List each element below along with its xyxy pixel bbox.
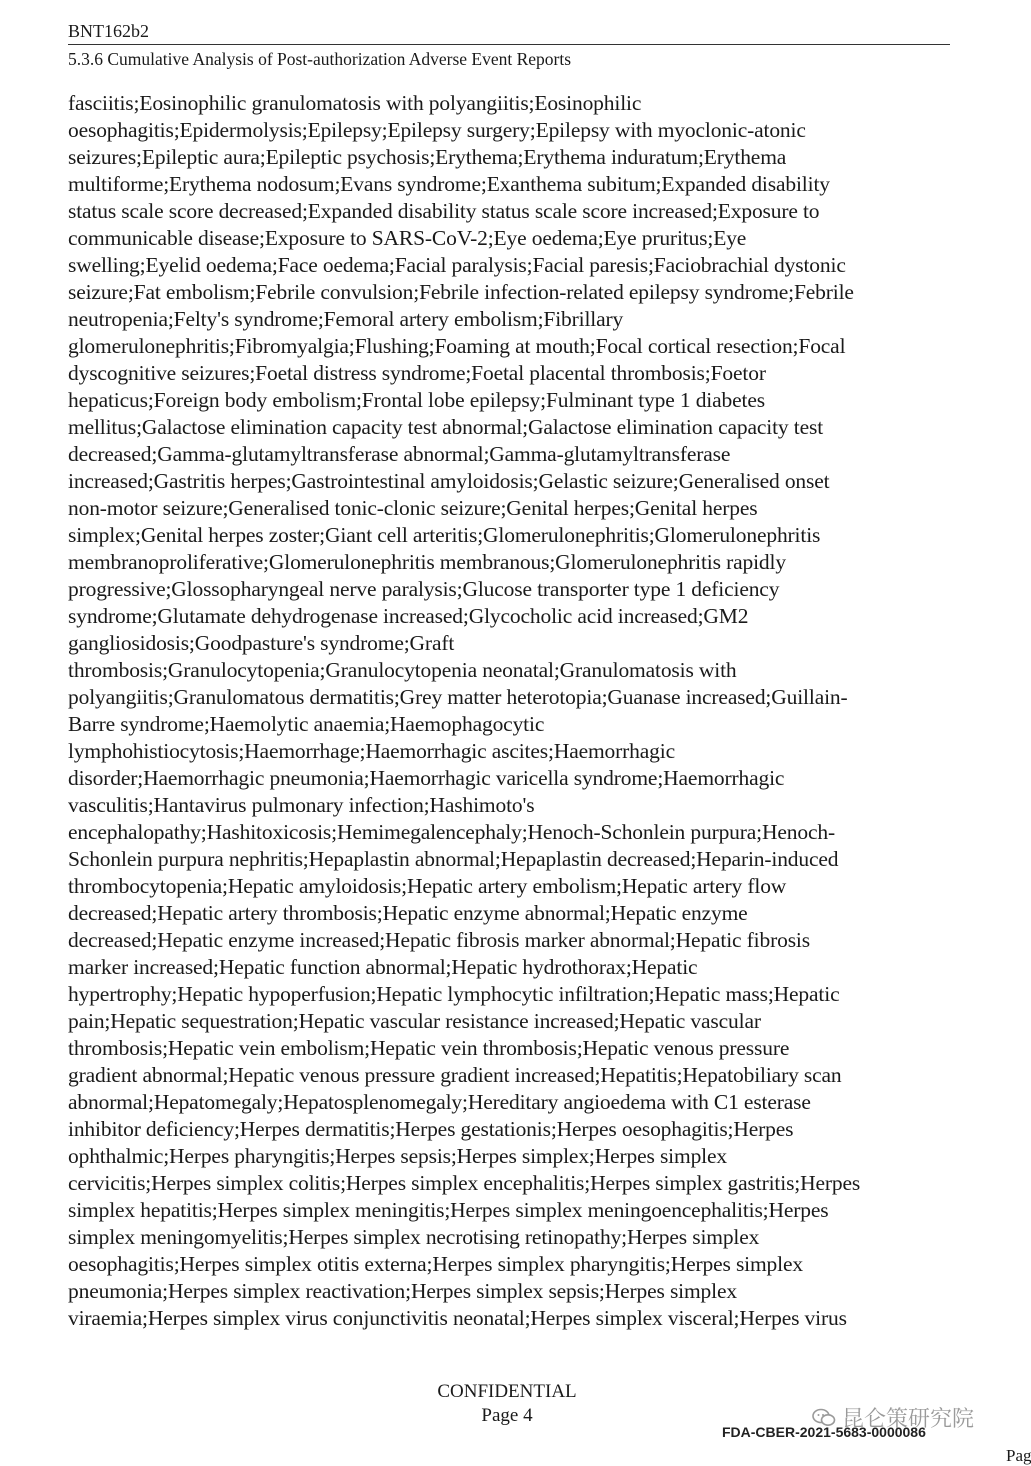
document-title: BNT162b2: [68, 21, 149, 41]
body-line: simplex;Genital herpes zoster;Giant cell arteritis;Glomerulonephritis;Glomerulonephritis: [68, 523, 821, 547]
body-line: hypertrophy;Hepatic hypoperfusion;Hepatic lymphocytic infiltration;Hepatic mass;Hepatic: [68, 982, 840, 1006]
watermark-text: 昆仑策研究院: [842, 1407, 975, 1432]
body-line: vasculitis;Hantavirus pulmonary infection;Hashimoto's: [68, 793, 535, 817]
body-line: thrombosis;Granulocytopenia;Granulocytopenia neonatal;Granulomatosis with: [68, 658, 737, 682]
body-line: thrombocytopenia;Hepatic amyloidosis;Hepatic artery embolism;Hepatic artery flow: [68, 874, 787, 898]
body-line: glomerulonephritis;Fibromyalgia;Flushing;Foaming at mouth;Focal cortical resection;Focal: [68, 334, 846, 358]
body-line: marker increased;Hepatic function abnormal;Hepatic hydrothorax;Hepatic: [68, 955, 698, 979]
body-line: inhibitor deficiency;Herpes dermatitis;Herpes gestationis;Herpes oesophagitis;Herpes: [68, 1117, 794, 1141]
body-line: neutropenia;Felty's syndrome;Femoral artery embolism;Fibrillary: [68, 307, 624, 331]
page-header: [68, 20, 950, 70]
adverse-event-terms: [68, 90, 958, 1332]
body-line: swelling;Eyelid oedema;Face oedema;Facial paralysis;Facial paresis;Faciobrachial dystonic: [68, 253, 846, 277]
body-line: gradient abnormal;Hepatic venous pressure gradient increased;Hepatitis;Hepatobiliary scan: [68, 1063, 842, 1087]
body-line: disorder;Haemorrhagic pneumonia;Haemorrhagic varicella syndrome;Haemorrhagic: [68, 766, 785, 790]
header-rule: [68, 44, 950, 45]
body-line: cervicitis;Herpes simplex colitis;Herpes simplex encephalitis;Herpes simplex gastritis;Herpes: [68, 1171, 861, 1195]
body-line: gangliosidosis;Goodpasture's syndrome;Graft: [68, 631, 455, 655]
body-line: non-motor seizure;Generalised tonic-clonic seizure;Genital herpes;Genital herpes: [68, 496, 758, 520]
body-line: lymphohistiocytosis;Haemorrhage;Haemorrhagic ascites;Haemorrhagic: [68, 739, 675, 763]
body-line: thrombosis;Hepatic vein embolism;Hepatic vein thrombosis;Hepatic venous pressure: [68, 1036, 790, 1060]
body-line: multiforme;Erythema nodosum;Evans syndrome;Exanthema subitum;Expanded disability: [68, 172, 830, 196]
body-line: ophthalmic;Herpes pharyngitis;Herpes sepsis;Herpes simplex;Herpes simplex: [68, 1144, 727, 1168]
body-line: status scale score decreased;Expanded disability status scale score increased;Exposure to: [68, 199, 820, 223]
body-line: syndrome;Glutamate dehydrogenase increased;Glycocholic acid increased;GM2: [68, 604, 749, 628]
body-line: progressive;Glossopharyngeal nerve paralysis;Glucose transporter type 1 deficiency: [68, 577, 780, 601]
corner-page-fragment: Pag: [1006, 1446, 1031, 1465]
body-line: viraemia;Herpes simplex virus conjunctivitis neonatal;Herpes simplex visceral;Herpes virus: [68, 1306, 847, 1330]
body-line: polyangiitis;Granulomatous dermatitis;Grey matter heterotopia;Guanase increased;Guillain-: [68, 685, 848, 709]
body-line: oesophagitis;Epidermolysis;Epilepsy;Epilepsy surgery;Epilepsy with myoclonic-atonic: [68, 118, 806, 142]
body-line: Schonlein purpura nephritis;Hepaplastin abnormal;Hepaplastin decreased;Heparin-induced: [68, 847, 839, 871]
body-line: seizures;Epileptic aura;Epileptic psychosis;Erythema;Erythema induratum;Erythema: [68, 145, 787, 169]
body-line: Barre syndrome;Haemolytic anaemia;Haemophagocytic: [68, 712, 545, 736]
page-number: Page 4: [481, 1405, 533, 1426]
body-line: membranoproliferative;Glomerulonephritis membranous;Glomerulonephritis rapidly: [68, 550, 786, 574]
body-line: communicable disease;Exposure to SARS-CoV-2;Eye oedema;Eye pruritus;Eye: [68, 226, 747, 250]
section-title: 5.3.6 Cumulative Analysis of Post-authorization Adverse Event Reports: [68, 49, 572, 69]
body-line: decreased;Gamma-glutamyltransferase abnormal;Gamma-glutamyltransferase: [68, 442, 731, 466]
body-line: increased;Gastritis herpes;Gastrointestinal amyloidosis;Gelastic seizure;Generalised onset: [68, 469, 830, 493]
body-line: mellitus;Galactose elimination capacity test abnormal;Galactose elimination capacity test: [68, 415, 824, 439]
bates-stamp: FDA-CBER-2021-5683-0000086: [722, 1424, 926, 1440]
body-line: pain;Hepatic sequestration;Hepatic vascular resistance increased;Hepatic vascular: [68, 1009, 761, 1033]
body-line: simplex hepatitis;Herpes simplex meningitis;Herpes simplex meningoencephalitis;Herpes: [68, 1198, 829, 1222]
body-line: oesophagitis;Herpes simplex otitis externa;Herpes simplex pharyngitis;Herpes simplex: [68, 1252, 803, 1276]
body-line: simplex meningomyelitis;Herpes simplex necrotising retinopathy;Herpes simplex: [68, 1225, 760, 1249]
body-line: abnormal;Hepatomegaly;Hepatosplenomegaly;Hereditary angioedema with C1 esterase: [68, 1090, 811, 1114]
body-line: dyscognitive seizures;Foetal distress syndrome;Foetal placental thrombosis;Foetor: [68, 361, 766, 385]
body-line: decreased;Hepatic enzyme increased;Hepatic fibrosis marker abnormal;Hepatic fibrosis: [68, 928, 810, 952]
body-line: seizure;Fat embolism;Febrile convulsion;Febrile infection-related epilepsy syndrome;Febrile: [68, 280, 854, 304]
body-line: decreased;Hepatic artery thrombosis;Hepatic enzyme abnormal;Hepatic enzyme: [68, 901, 748, 925]
body-line: pneumonia;Herpes simplex reactivation;Herpes simplex sepsis;Herpes simplex: [68, 1279, 737, 1303]
body-line: fasciitis;Eosinophilic granulomatosis with polyangiitis;Eosinophilic: [68, 91, 642, 115]
confidential-label: CONFIDENTIAL: [437, 1381, 577, 1402]
body-line: encephalopathy;Hashitoxicosis;Hemimegalencephaly;Henoch-Schonlein purpura;Henoch-: [68, 820, 835, 844]
body-line: hepaticus;Foreign body embolism;Frontal lobe epilepsy;Fulminant type 1 diabetes: [68, 388, 765, 412]
